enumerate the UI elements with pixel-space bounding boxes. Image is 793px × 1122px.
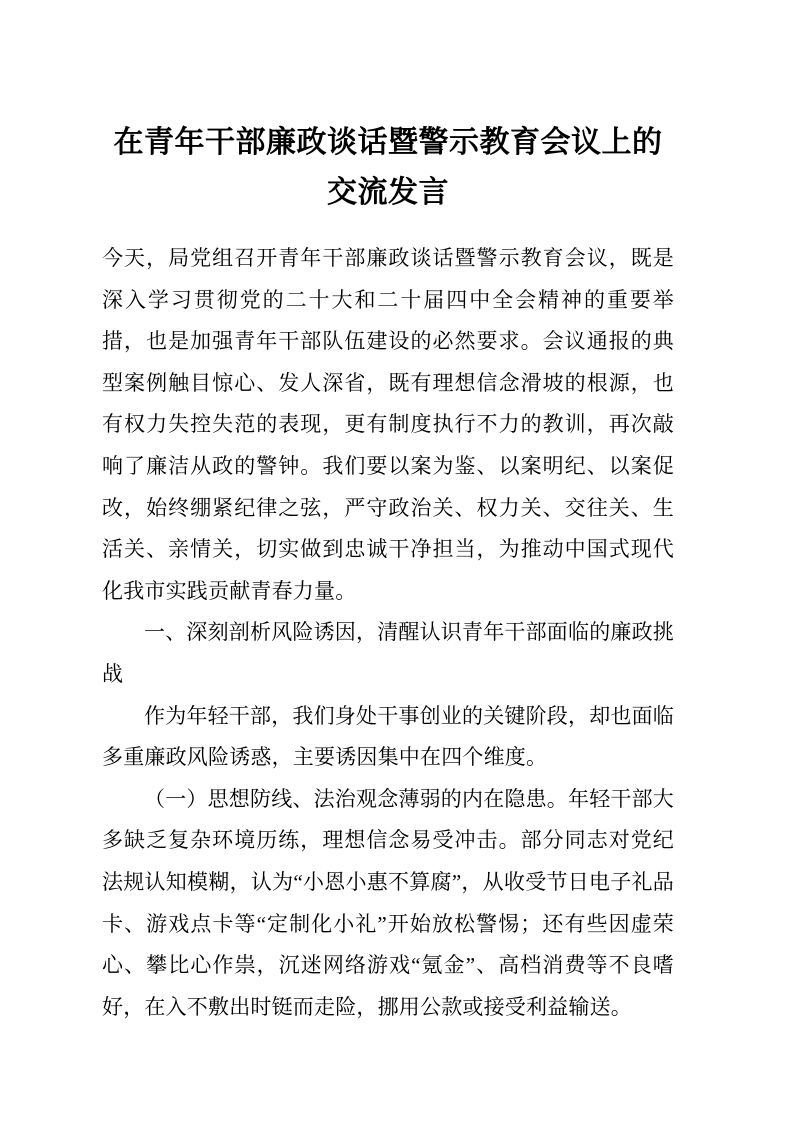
subsection-one-paragraph: （一）思想防线、法治观念薄弱的内在隐患。年轻干部大多缺乏复杂环境历练，理想信念易受冲击。部分同志对党纪法规认知模糊，认为“小恩小惠不算腐”，从收受节日电子礼品卡、游戏点卡等“定制化小礼”开始放松警惕；还有些因虚荣心、攀比心作祟，沉迷网络游戏“氪金”、高档消费等不良嗜好，在入不敷出时铤而走险，挪用公款或接受利益输送。 xyxy=(102,786,674,1019)
section-one-intro-paragraph: 作为年轻干部，我们身处干事创业的关键阶段，却也面临多重廉政风险诱惑，主要诱因集中在四个维度。 xyxy=(102,703,674,770)
document-title: 在青年干部廉政谈话暨警示教育会议上的交流发言 xyxy=(113,126,663,209)
section-one-heading: 一、深刻剖析风险诱因，清醒认识青年干部面临的廉政挑战 xyxy=(102,620,674,686)
document-body xyxy=(102,238,674,1028)
opening-paragraph: 今天，局党组召开青年干部廉政谈话暨警示教育会议，既是深入学习贯彻党的二十大和二十届四中全会精神的重要举措，也是加强青年干部队伍建设的必然要求。会议通报的典型案例触目惊心、发人深省，既有理想信念滑坡的根源，也有权力失控失范的表现，更有制度执行不力的教训，再次敲响了廉洁从政的警钟。我们要以案为鉴、以案明纪、以案促改，始终绷紧纪律之弦，严守政治关、权力关、交往关、生活关、亲情关，切实做到忠诚干净担当，为推动中国式现代化我市实践贡献青春力量。 xyxy=(102,246,674,603)
